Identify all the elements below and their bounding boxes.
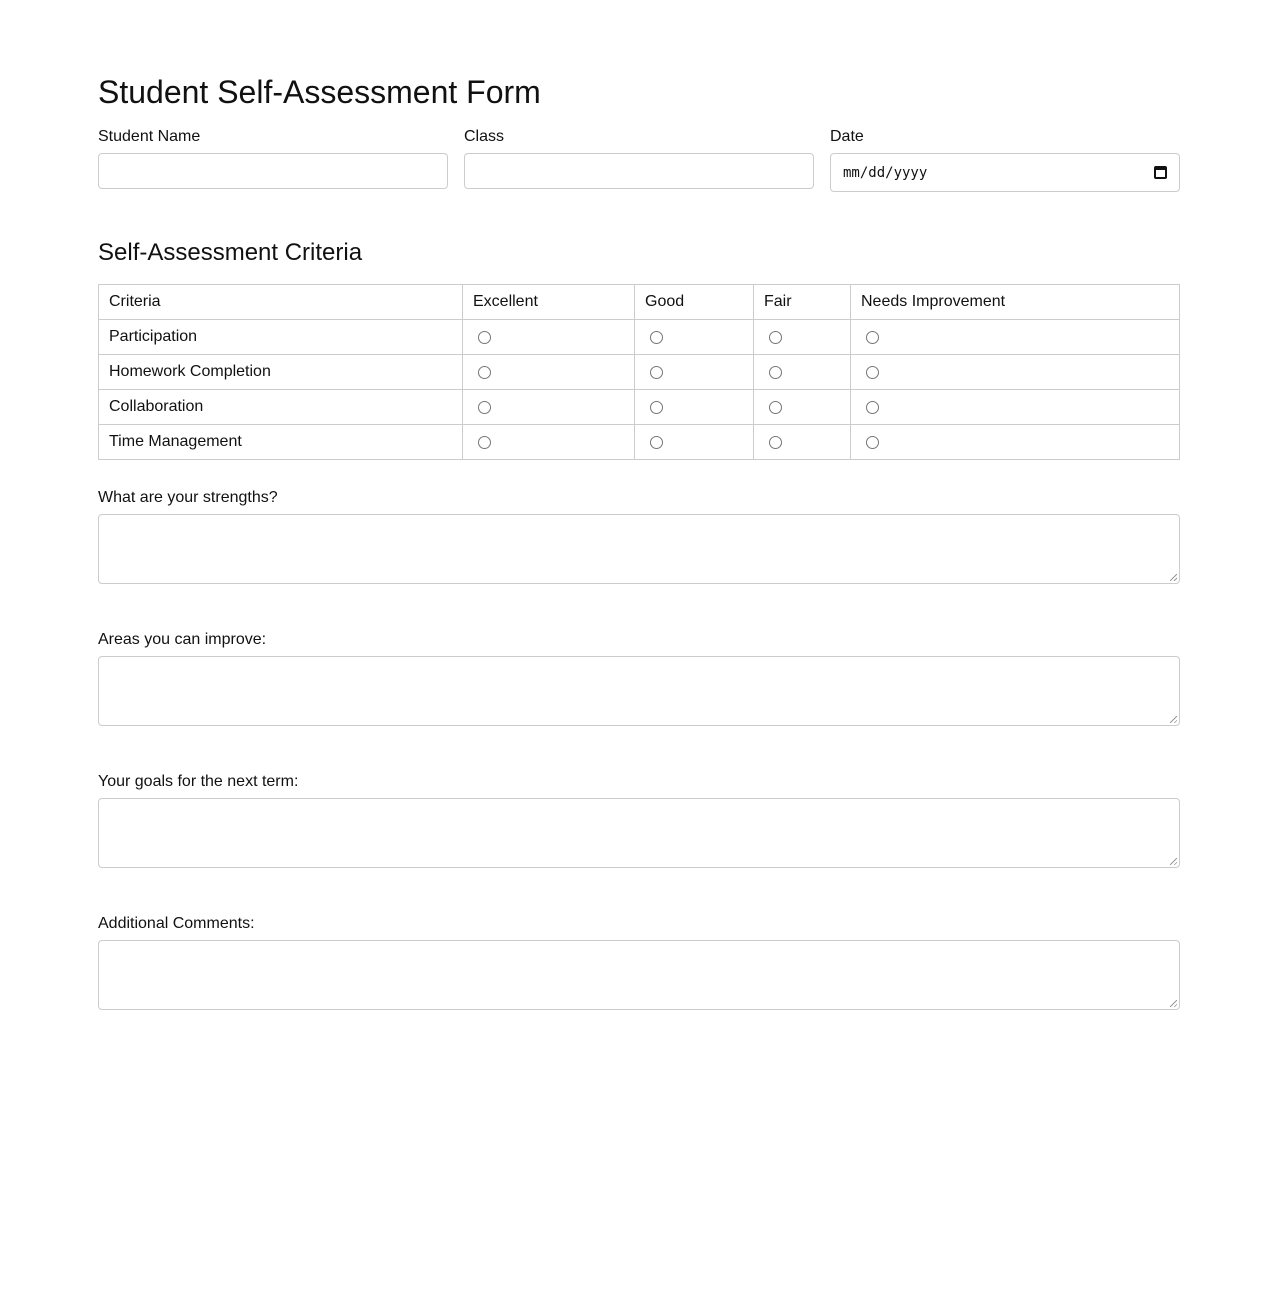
date-placeholder: mm/dd/yyyy [843,164,928,181]
date-input[interactable] [830,153,1180,192]
textarea-label: What are your strengths? [98,489,278,506]
rating-radio-good[interactable] [650,401,663,414]
textarea-group [98,915,1180,1010]
page-title: Student Self-Assessment Form [98,74,541,110]
calendar-icon[interactable] [1154,166,1167,179]
textarea-input[interactable] [98,940,1180,1010]
column-header: Criteria [99,285,463,320]
rating-cell [635,355,754,390]
criteria-table [98,284,1180,460]
class-label: Class [464,128,505,145]
textarea-input[interactable] [98,798,1180,868]
student-name-group [98,128,448,189]
rating-cell [754,390,851,425]
table-row [99,390,1180,425]
textarea-group [98,489,1180,584]
rating-cell [851,425,1180,460]
date-group [830,128,1180,192]
rating-radio-fair[interactable] [769,366,782,379]
rating-radio-fair[interactable] [769,436,782,449]
textarea-input[interactable] [98,656,1180,726]
rating-radio-needs-improvement[interactable] [866,436,879,449]
rating-radio-needs-improvement[interactable] [866,401,879,414]
column-header: Excellent [463,285,635,320]
rating-radio-good[interactable] [650,331,663,344]
rating-radio-needs-improvement[interactable] [866,366,879,379]
table-row [99,425,1180,460]
rating-radio-excellent[interactable] [478,401,491,414]
rating-radio-excellent[interactable] [478,366,491,379]
resize-handle-icon[interactable] [1170,716,1177,723]
column-header: Fair [754,285,851,320]
criteria-name: Participation [99,320,463,355]
column-header: Good [635,285,754,320]
rating-radio-excellent[interactable] [478,331,491,344]
student-name-label: Student Name [98,128,201,145]
rating-radio-fair[interactable] [769,401,782,414]
rating-cell [754,320,851,355]
textarea-input[interactable] [98,514,1180,584]
resize-handle-icon[interactable] [1170,574,1177,581]
class-group [464,128,814,189]
textarea-group [98,773,1180,868]
rating-cell [635,320,754,355]
column-header: Needs Improvement [851,285,1180,320]
rating-cell [851,355,1180,390]
rating-radio-good[interactable] [650,436,663,449]
criteria-heading: Self-Assessment Criteria [98,239,363,266]
criteria-name: Homework Completion [99,355,463,390]
rating-cell [635,425,754,460]
student-name-input[interactable] [98,153,448,189]
textarea-group [98,631,1180,726]
class-input[interactable] [464,153,814,189]
rating-radio-excellent[interactable] [478,436,491,449]
rating-radio-fair[interactable] [769,331,782,344]
criteria-name: Time Management [99,425,463,460]
rating-radio-good[interactable] [650,366,663,379]
rating-cell [463,425,635,460]
table-header-row [99,285,1180,320]
rating-cell [463,355,635,390]
resize-handle-icon[interactable] [1170,858,1177,865]
date-label: Date [830,128,864,145]
rating-cell [754,355,851,390]
rating-radio-needs-improvement[interactable] [866,331,879,344]
rating-cell [754,425,851,460]
resize-handle-icon[interactable] [1170,1000,1177,1007]
rating-cell [851,390,1180,425]
textarea-label: Areas you can improve: [98,631,267,648]
rating-cell [463,390,635,425]
rating-cell [851,320,1180,355]
rating-cell [463,320,635,355]
rating-cell [635,390,754,425]
criteria-name: Collaboration [99,390,463,425]
textarea-label: Your goals for the next term: [98,773,299,790]
table-row [99,355,1180,390]
textarea-label: Additional Comments: [98,915,255,932]
table-row [99,320,1180,355]
